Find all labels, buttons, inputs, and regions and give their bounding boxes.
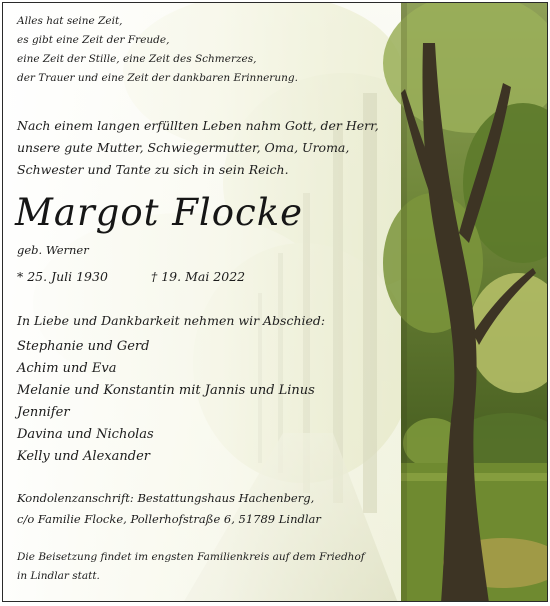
poem-line: Alles hat seine Zeit, [17,15,123,27]
mourner-name: Jennifer [17,405,70,420]
intro-line: Schwester und Tante zu sich in sein Reich. [17,162,289,177]
condolence-address-line: c/o Familie Flocke, Pollerhofstraße 6, 51789 Lindlar [17,512,321,526]
obituary-text [3,3,547,601]
poem-line: eine Zeit der Stille, eine Zeit des Schmerzes, [17,53,257,65]
burial-note-line: in Lindlar statt. [17,570,100,582]
mourner-name: Melanie und Konstantin mit Jannis und Linus [17,383,315,398]
intro-line: unsere gute Mutter, Schwiegermutter, Oma, Uroma, [17,140,350,155]
poem-line: der Trauer und eine Zeit der dankbaren Erinnerung. [17,72,298,84]
deceased-name: Margot Flocke [15,191,304,234]
maiden-name: geb. Werner [17,243,89,257]
intro-line: Nach einem langen erfüllten Leben nahm Gott, der Herr, [17,118,379,133]
mourner-name: Stephanie und Gerd [17,339,150,354]
condolence-address-line: Kondolenzanschrift: Bestattungshaus Hachenberg, [17,491,315,505]
mourner-name: Kelly und Alexander [17,449,150,464]
poem-line: es gibt eine Zeit der Freude, [17,34,170,46]
death-date: † 19. Mai 2022 [151,269,246,284]
farewell-line: In Liebe und Dankbarkeit nehmen wir Abschied: [17,313,326,328]
burial-note-line: Die Beisetzung findet im engsten Familienkreis auf dem Friedhof [17,551,365,563]
obituary-card [2,2,548,602]
birth-date: * 25. Juli 1930 [17,269,108,284]
mourner-name: Davina und Nicholas [17,427,154,442]
mourner-name: Achim und Eva [17,361,117,376]
